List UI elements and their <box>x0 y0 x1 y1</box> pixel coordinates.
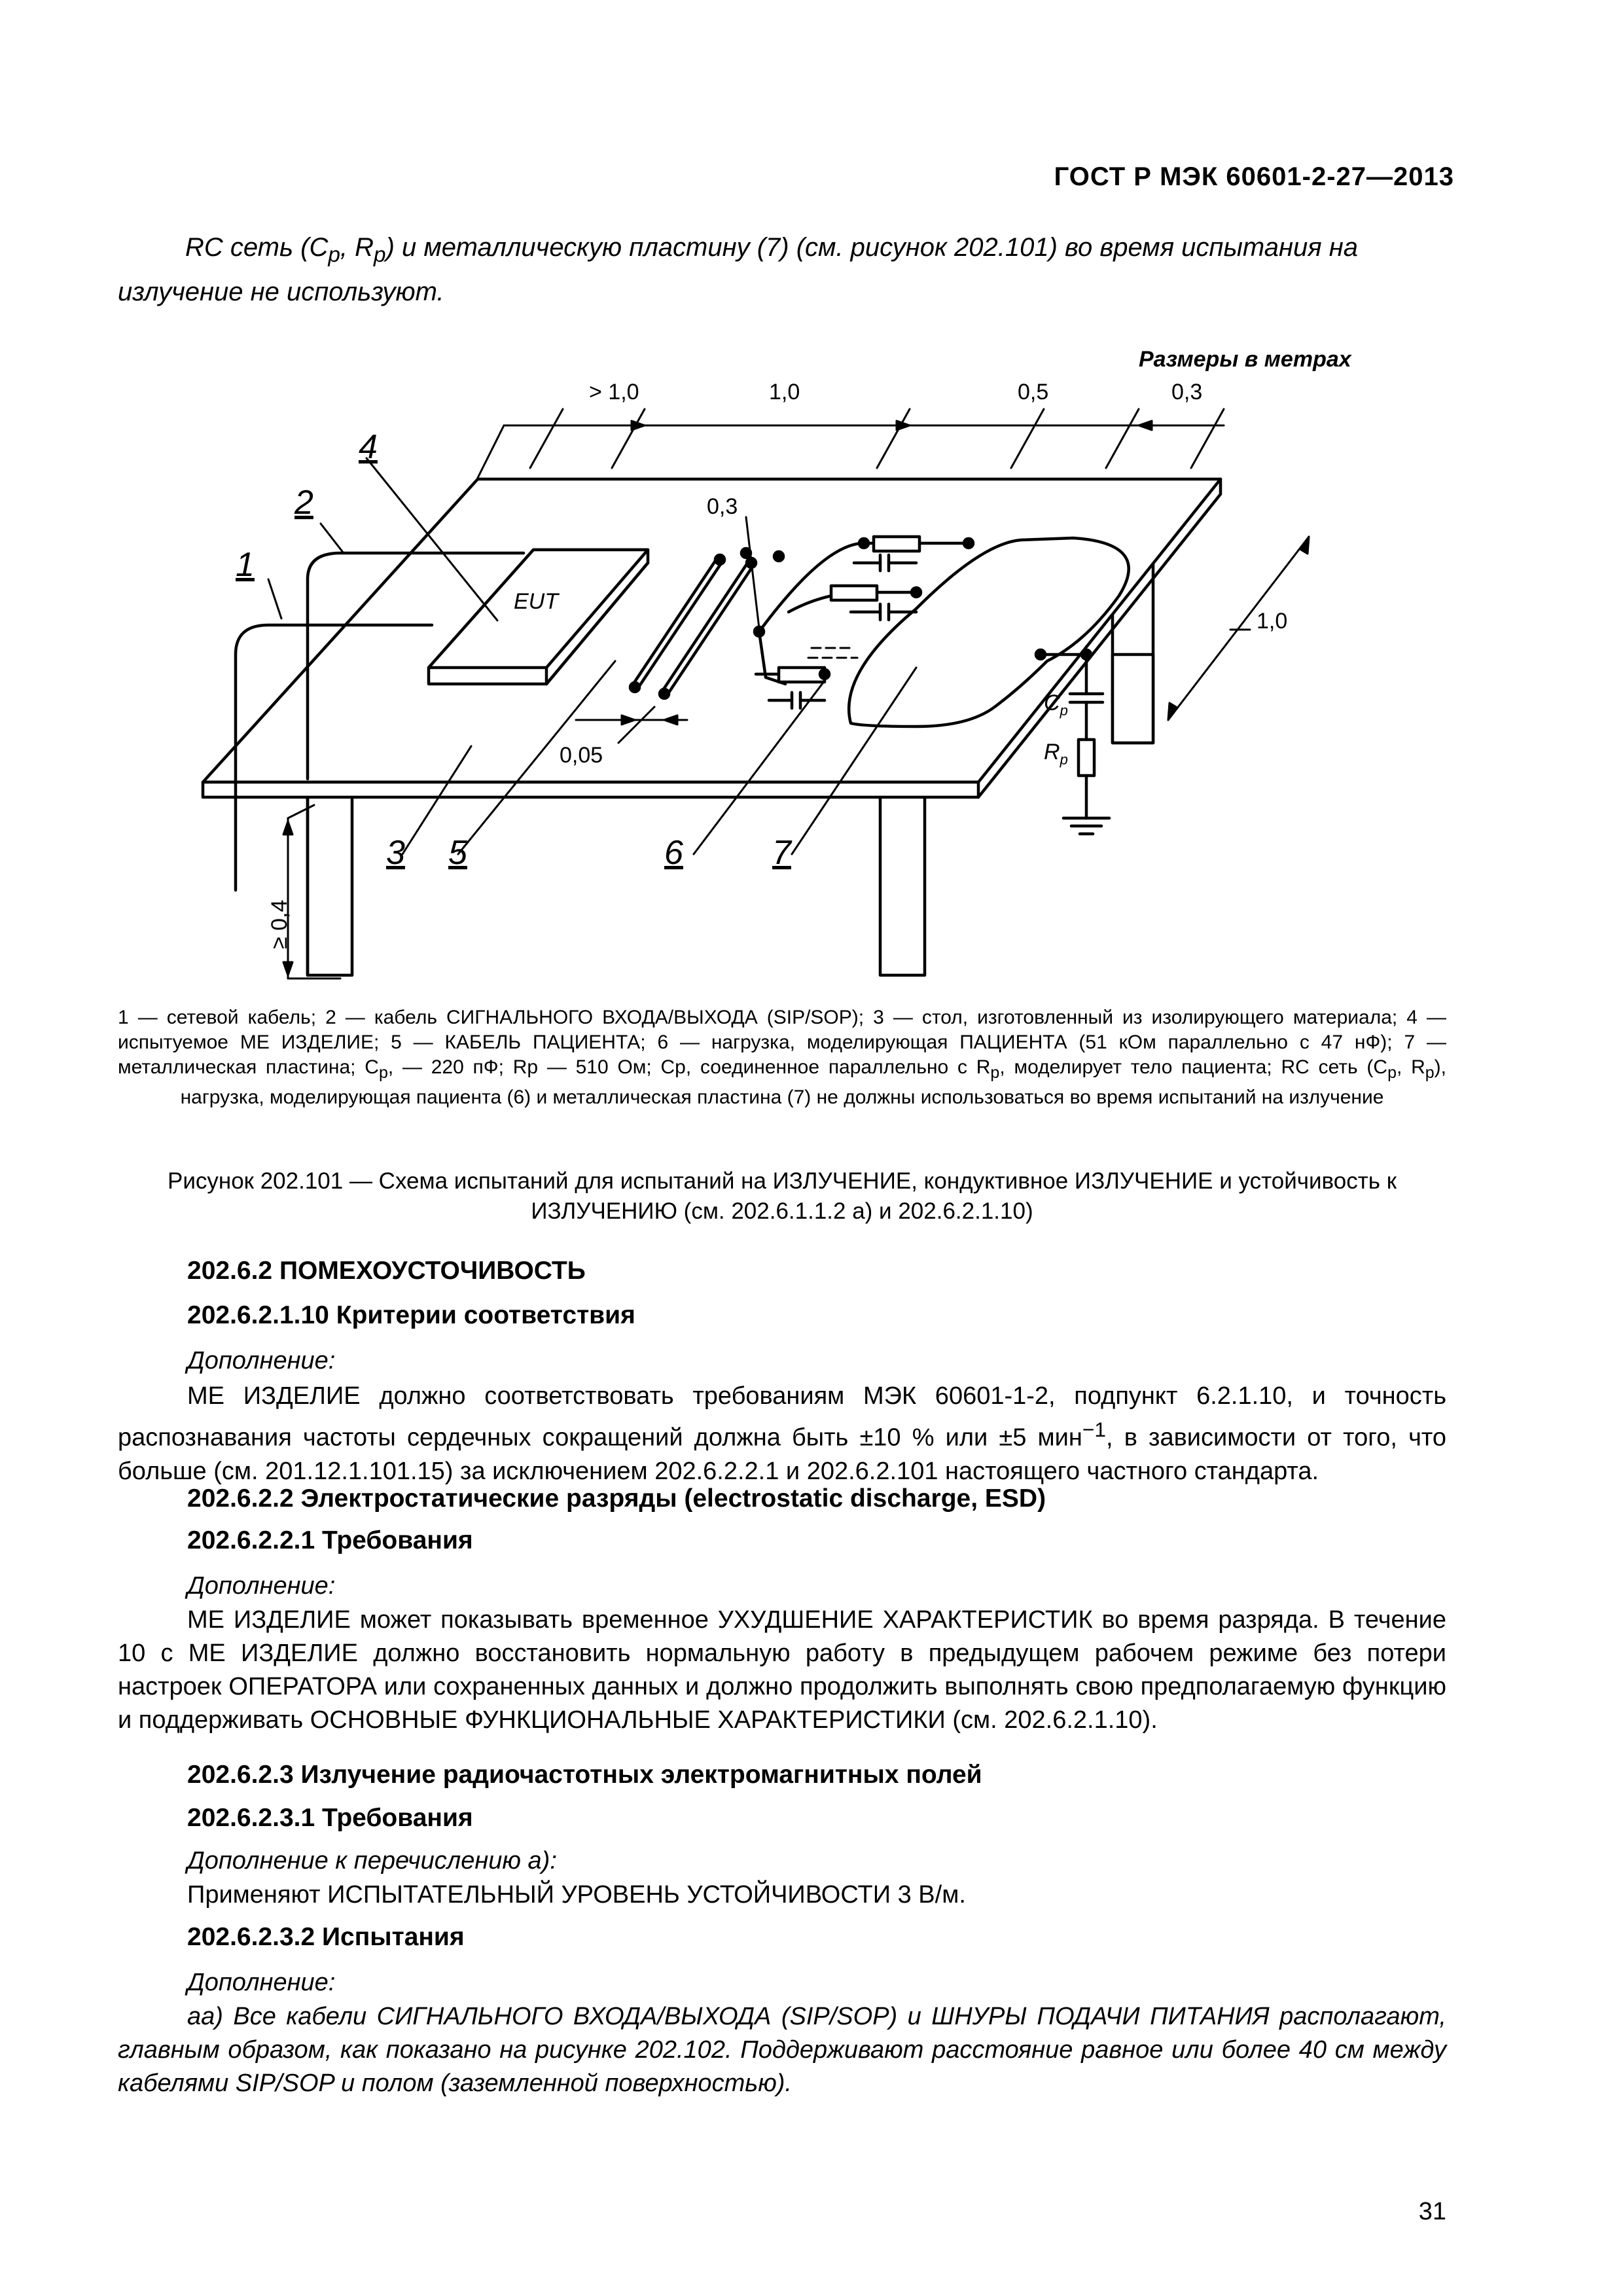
section-heading-202-6-2-3: 202.6.2.3 Излучение радиочастотных электромагнитных полей <box>187 1761 982 1789</box>
legend-part-3: , моделирует тело пациента; RC сеть (C <box>999 1056 1388 1078</box>
callout-7: 7 <box>772 834 791 872</box>
paragraph-compliance-sup: −1 <box>1082 1418 1106 1441</box>
section-heading-202-6-2-1-10: 202.6.2.1.10 Критерии соответствия <box>187 1301 635 1329</box>
callout-3: 3 <box>386 834 405 872</box>
paragraph-esd-text: МЕ ИЗДЕЛИЕ может показывать временное УХУДШЕНИЕ ХАРАКТЕРИСТИК во время разряда. В течение 10 с МЕ ИЗДЕЛИЕ должно восстановить нормальную работу в предыдущем рабочем режиме без потери настроек ОПЕРАТОРА или сохраненных данных и должно продолжить выполнять свою предполагаемую функцию и поддерживать ОСНОВНЫЕ ФУНКЦИОНАЛЬНЫЕ ХАРАКТЕРИСТИКИ (см. 202.6.2.1.10). <box>118 1606 1446 1734</box>
section-heading-202-6-2-3-1: 202.6.2.3.1 Требования <box>187 1804 473 1832</box>
legend-part-5: ), нагрузка, моделирующая пациента (6) и металлическая пластина (7) не должны использоваться во время испытаний на излучение <box>180 1056 1446 1108</box>
rp-label: $R_p$ <box>1044 740 1068 768</box>
dim-label-2: 1,0 <box>769 380 800 404</box>
legend-sub-2: p <box>990 1064 1000 1082</box>
test-setup-diagram <box>0 0 1623 1034</box>
standard-header: ГОСТ Р МЭК 60601-2-27—2013 <box>1054 162 1454 191</box>
intro-text-c: ) и металлическую пластину (7) (см. рисунок 202.101) во время испытания на излучение не используют. <box>118 233 1358 306</box>
dim-label-4: 0,3 <box>1171 380 1203 404</box>
dim-right-label: 1,0 <box>1257 609 1288 634</box>
legend-sub-3: p <box>1387 1064 1397 1082</box>
callout-6: 6 <box>664 834 683 872</box>
dim-label-3: 0,5 <box>1018 380 1049 404</box>
legend-sub-1: p <box>378 1064 388 1082</box>
callout-5: 5 <box>448 834 467 872</box>
figure-legend <box>118 1005 1446 1110</box>
addition-label-3: Дополнение к перечислению а): <box>187 1847 557 1874</box>
callout-1: 1 <box>236 546 255 584</box>
dim-small-label: 0,05 <box>560 743 603 768</box>
table-leg-front-right <box>880 779 925 975</box>
paragraph-immunity-level-text: Применяют ИСПЫТАТЕЛЬНЫЙ УРОВЕНЬ УСТОЙЧИВОСТИ 3 В/м. <box>187 1881 966 1909</box>
eut-label: EUT <box>514 589 558 614</box>
intro-sub-2: p <box>374 243 386 267</box>
intro-sub-1: p <box>328 243 340 267</box>
cp-label: $C_p$ <box>1044 691 1068 719</box>
paragraph-compliance-a: МЕ ИЗДЕЛИЕ должно соответствовать требованиям МЭК 60601-1-2, подпункт 6.2.1.10, и точность распознавания частоты сердечных сокращений должна быть ±10 % или ±5 мин <box>118 1382 1446 1452</box>
addition-label-2: Дополнение: <box>187 1572 336 1600</box>
dim-gap-label: 0,3 <box>707 494 738 519</box>
intro-text-a: RC сеть (C <box>185 233 329 262</box>
section-heading-202-6-2-2: 202.6.2.2 Электростатические разряды (electrostatic discharge, ESD) <box>187 1484 1046 1513</box>
section-heading-202-6-2: 202.6.2 ПОМЕХОУСТОЧИВОСТЬ <box>187 1257 586 1285</box>
paragraph-immunity-level <box>118 1878 1446 1912</box>
section-heading-202-6-2-2-1: 202.6.2.2.1 Требования <box>187 1526 473 1554</box>
body-text <box>118 1257 1446 2173</box>
addition-label-4: Дополнение: <box>187 1969 336 1996</box>
section-heading-202-6-2-3-2: 202.6.2.3.2 Испытания <box>187 1923 465 1951</box>
paragraph-compliance-b: , в зависимости от того, что больше (см. 201.12.1.101.15) за исключением 202.6.2.2.1 и 202.6.2.101 настоящего частного стандарта. <box>118 1424 1446 1485</box>
page-number: 31 <box>1418 2198 1446 2225</box>
table-leg-front-left <box>308 779 352 975</box>
paragraph-tests <box>118 2000 1446 2100</box>
paragraph-tests-text: аа) Все кабели СИГНАЛЬНОГО ВХОДА/ВЫХОДА (SIP/SOP) и ШНУРЫ ПОДАЧИ ПИТАНИЯ располагают, главным образом, как показано на рисунке 202.102. Поддерживают расстояние равное или более 40 см между кабелями SIP/SOP и полом (заземленной поверхностью). <box>118 2003 1446 2097</box>
paragraph-compliance <box>118 1380 1446 1488</box>
paragraph-esd <box>118 1604 1446 1737</box>
intro-text-b: , R <box>340 233 374 262</box>
legend-part-2: , — 220 пФ; Rp — 510 Ом; Cp, соединенное параллельно с R <box>387 1056 991 1078</box>
dim-label-1: > 1,0 <box>589 380 639 404</box>
dim-height-label: ≥ 0,4 <box>267 899 292 949</box>
legend-part-4: , R <box>1396 1056 1425 1078</box>
units-note: Размеры в метрах <box>1139 347 1351 372</box>
callout-2: 2 <box>294 484 313 522</box>
addition-label-1: Дополнение: <box>187 1347 336 1374</box>
legend-sub-4: p <box>1425 1064 1435 1082</box>
figure-title: Рисунок 202.101 — Схема испытаний для испытаний на ИЗЛУЧЕНИЕ, кондуктивное ИЗЛУЧЕНИЕ и устойчивость к ИЗЛУЧЕНИЮ (см. 202.6.1.1.2 а) и 202.6.2.1.10) <box>167 1168 1397 1224</box>
callout-4: 4 <box>359 428 378 466</box>
legend-part-1: 1 — сетевой кабель; 2 — кабель СИГНАЛЬНОГО ВХОДА/ВЫХОДА (SIP/SOP); 3 — стол, изготовленный из изолирующего материала; 4 — испытуемое МЕ ИЗДЕЛИЕ; 5 — КАБЕЛЬ ПАЦИЕНТА; 6 — нагрузка, моделирующая ПАЦИЕНТА (51 кОм параллельно с 47 нФ); 7 — металлическая пластина; C <box>118 1007 1446 1078</box>
